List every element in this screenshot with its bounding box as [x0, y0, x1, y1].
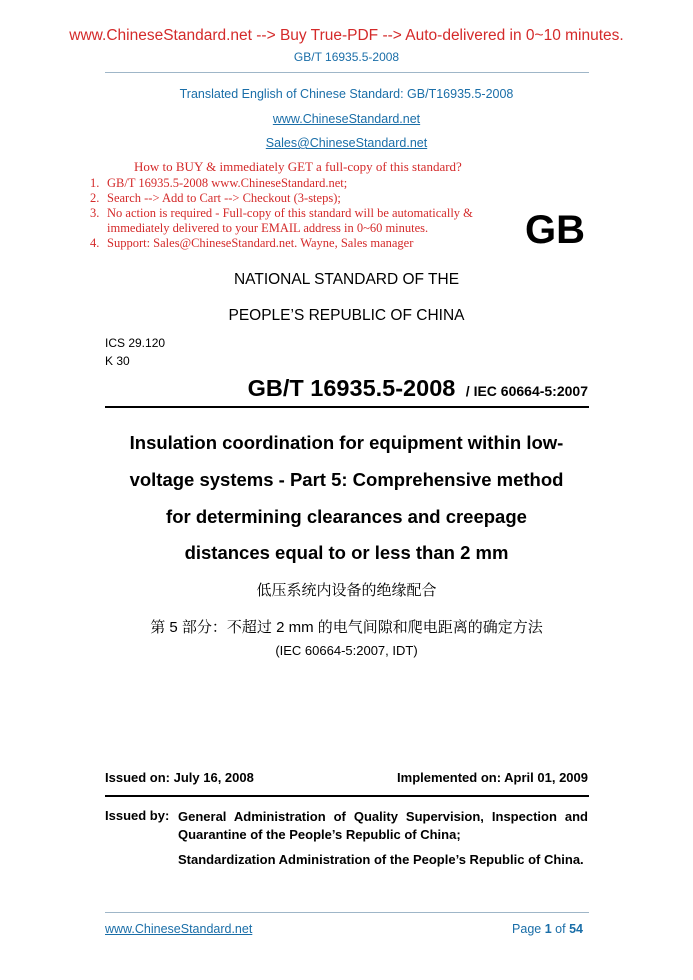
howto-list: [90, 176, 473, 251]
howto-item-text: No action is required - Full-copy of this standard will be automatically &: [107, 206, 473, 220]
site-link[interactable]: www.ChineseStandard.net: [272, 112, 421, 126]
prc-line: PEOPLE’S REPUBLIC OF CHINA: [228, 307, 465, 324]
standard-number-block: [248, 375, 588, 402]
issued-on-date: Issued on: July 16, 2008: [105, 770, 254, 785]
howto-item-text: Search --> Add to Cart --> Checkout (3-steps);: [107, 191, 341, 205]
footer-site-link[interactable]: www.ChineseStandard.net: [105, 922, 253, 936]
howto-item: [90, 191, 473, 206]
howto-item: [90, 176, 473, 191]
iec-reference: / IEC 60664-5:2007: [465, 383, 588, 399]
howto-item-number: 4.: [90, 236, 100, 250]
howto-item-number: 2.: [90, 191, 100, 205]
issued-by-label: Issued by:: [105, 808, 170, 823]
page-number: 1: [544, 922, 552, 936]
k-code: K 30: [105, 354, 130, 368]
top-banner[interactable]: www.ChineseStandard.net --> Buy True-PDF --> Auto-delivered in 0~10 minutes.: [69, 27, 624, 44]
howto-title: How to BUY & immediately GET a full-copy of this standard?: [134, 159, 462, 174]
page-label: Page: [512, 922, 542, 936]
chinese-title: 低压系统内设备的绝缘配合: [256, 582, 437, 599]
sales-email-link[interactable]: Sales@ChineseStandard.net: [265, 136, 428, 150]
title-line: Insulation coordination for equipment within low-: [129, 432, 564, 453]
page-of-label: of: [555, 922, 566, 936]
gb-mark: GB: [525, 208, 585, 252]
howto-item-text: GB/T 16935.5-2008 www.ChineseStandard.net;: [107, 176, 348, 190]
chinese-subtitle: 第 5 部分：不超过 2 mm 的电气间隙和爬电距离的确定方法: [150, 619, 543, 636]
ics-code: ICS 29.120: [105, 336, 166, 350]
standard-number: GB/T 16935.5-2008: [247, 375, 456, 401]
howto-item-text: immediately delivered to your EMAIL address in 0~60 minutes.: [107, 221, 429, 235]
page-total: 54: [569, 922, 583, 936]
title-rule: [105, 406, 589, 408]
howto-item-number: 3.: [90, 206, 100, 220]
issuer-sac: Standardization Administration of the People’s Republic of China.: [178, 852, 584, 867]
howto-item: [90, 206, 473, 236]
howto-item: [90, 236, 473, 251]
title-line: for determining clearances and creepage: [166, 506, 527, 527]
footer-rule: [105, 912, 589, 913]
howto-item-text: Support: Sales@ChineseStandard.net. Wayne, Sales manager: [107, 236, 414, 250]
implemented-on-date: Implemented on: April 01, 2009: [397, 770, 588, 785]
issuer-aqsiq: General Administration of Quality Supervision, Inspection and Quarantine of the People’s Republic of China;: [178, 809, 588, 842]
idt-line: (IEC 60664-5:2007, IDT): [275, 643, 418, 658]
translated-line: Translated English of Chinese Standard: GB/T16935.5-2008: [179, 87, 514, 101]
dates-rule: [105, 795, 589, 797]
header-standard-code: GB/T 16935.5-2008: [293, 50, 400, 64]
howto-item-number: 1.: [90, 176, 100, 190]
title-line: distances equal to or less than 2 mm: [184, 542, 509, 563]
header-rule: [105, 72, 589, 73]
title-line: voltage systems - Part 5: Comprehensive method: [129, 469, 564, 490]
page-indicator: [512, 922, 583, 936]
national-standard-line: NATIONAL STANDARD OF THE: [233, 271, 460, 288]
